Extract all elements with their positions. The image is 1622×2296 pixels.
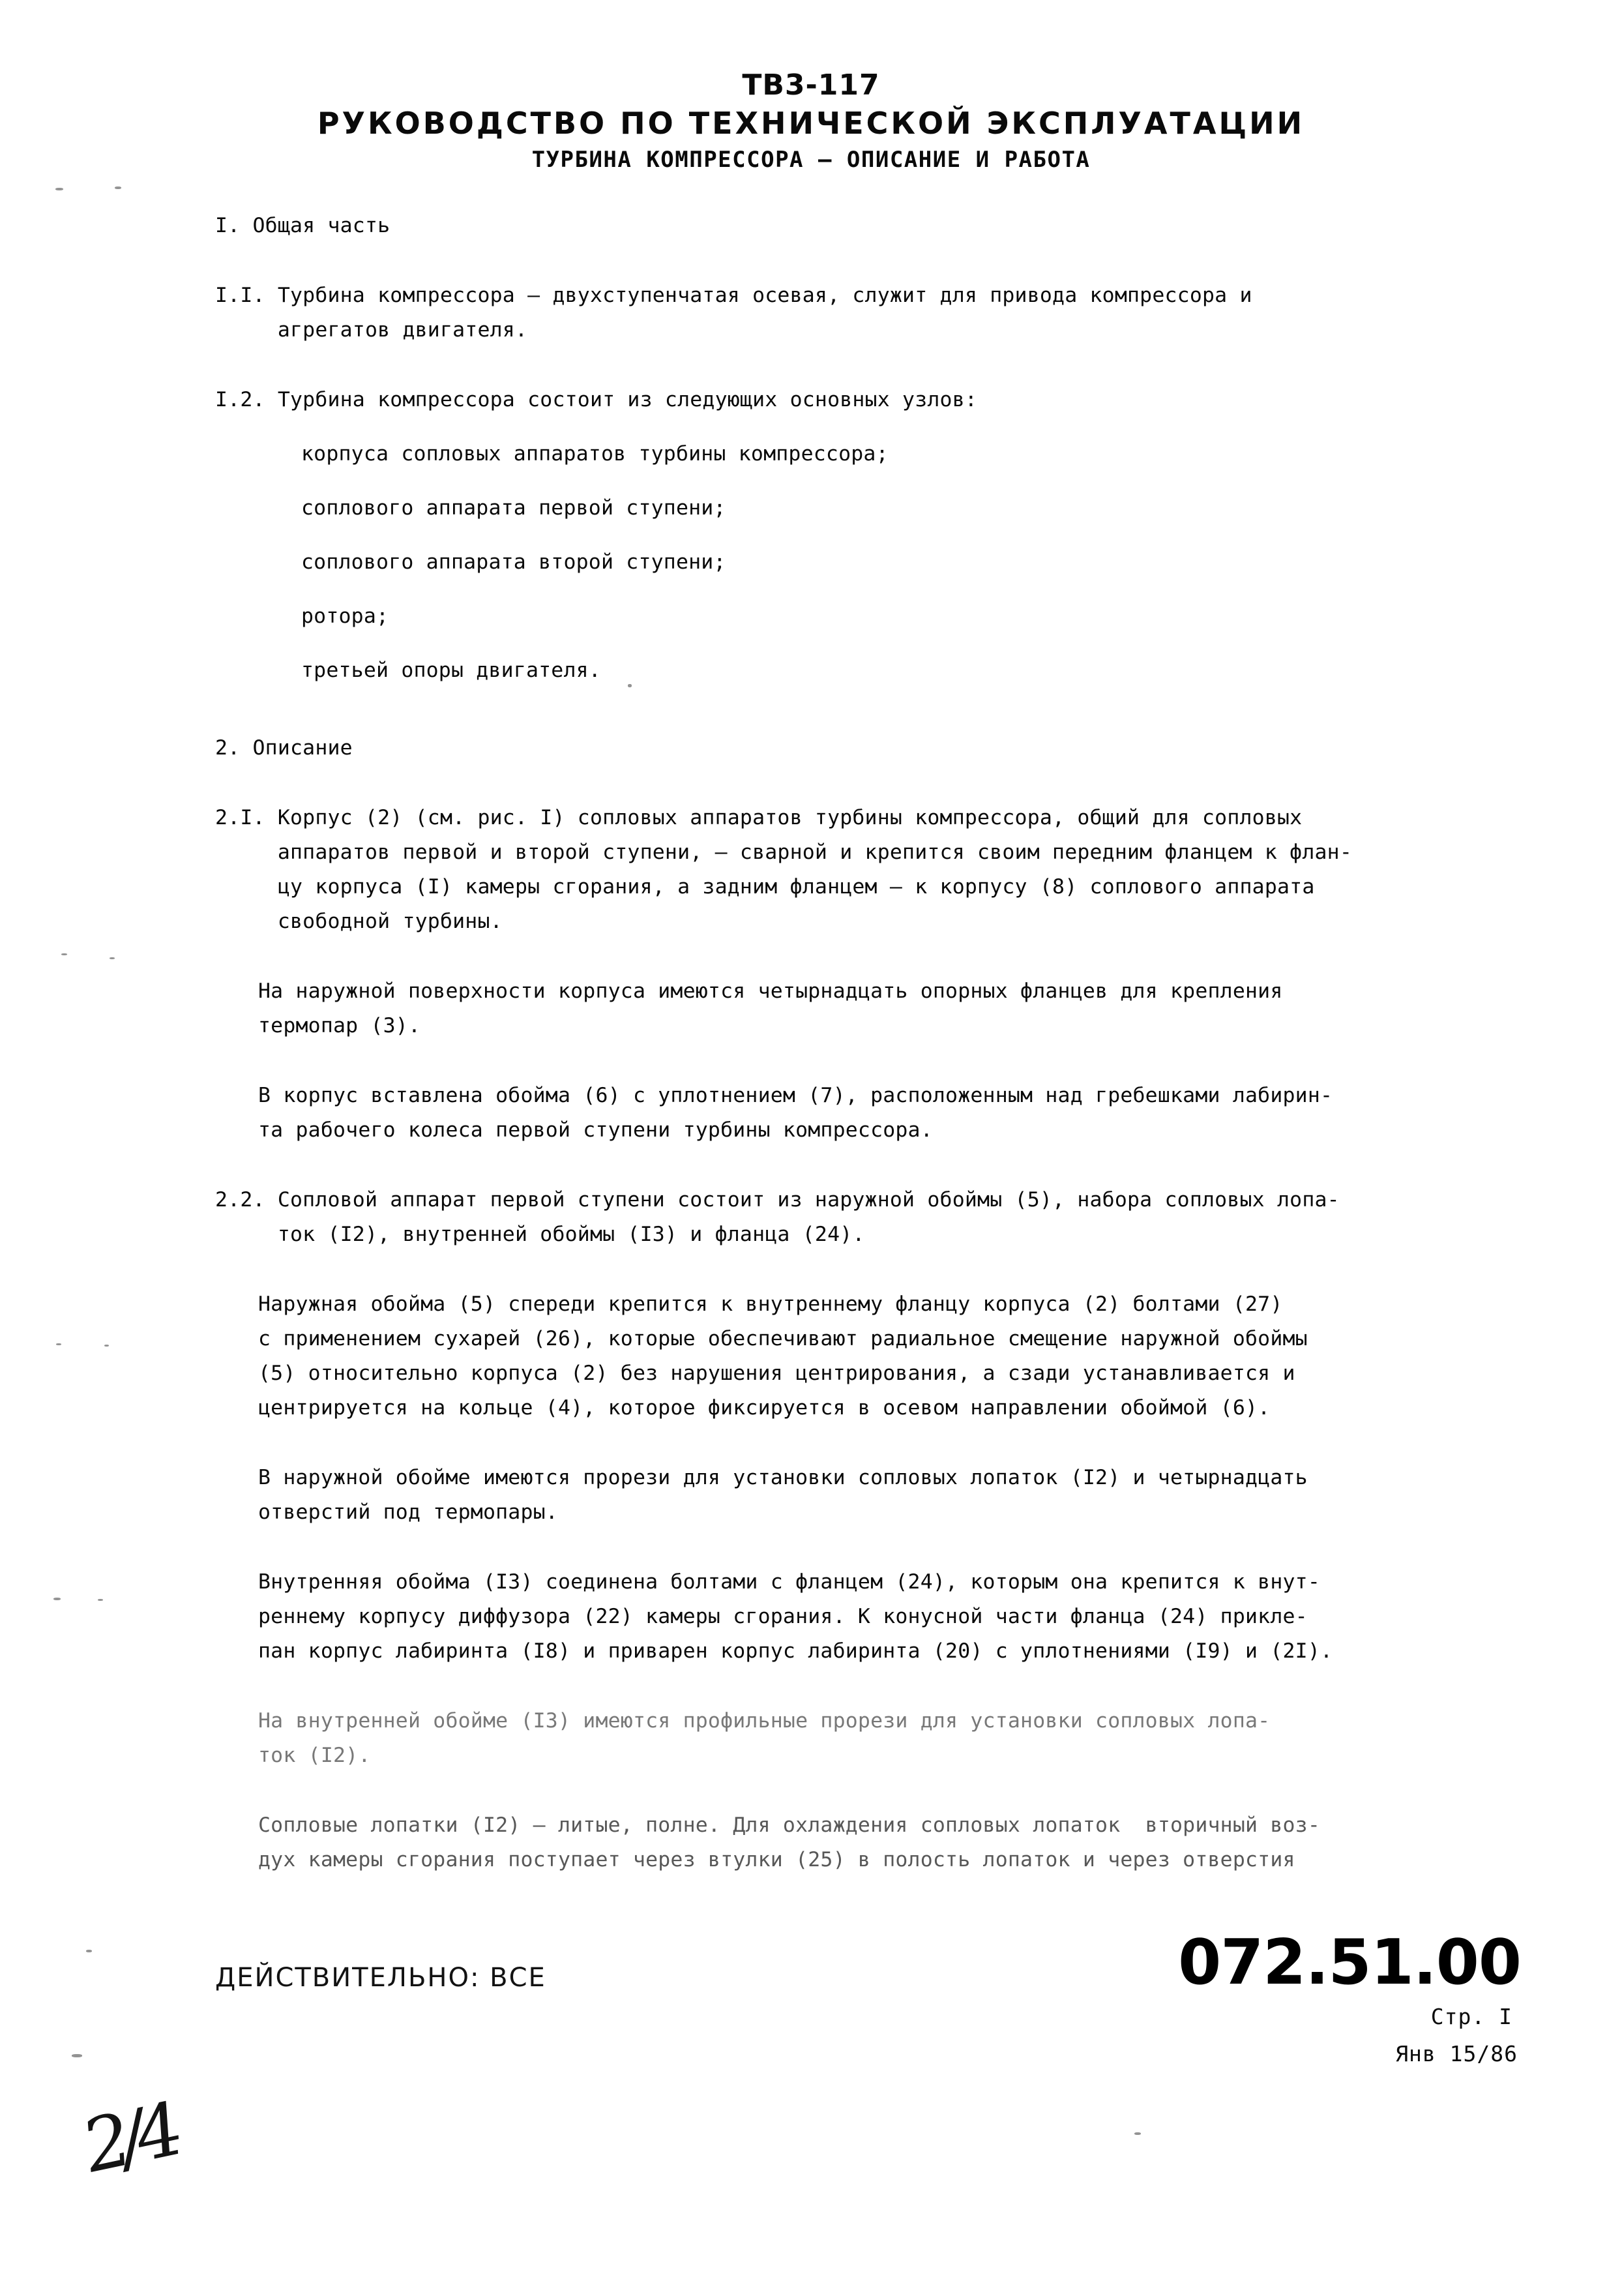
scan-speck <box>53 1598 61 1600</box>
scan-speck <box>56 1343 61 1345</box>
spacer <box>215 348 1512 383</box>
paragraph-housing-ring <box>215 1079 1512 1148</box>
section-heading-2: 2. Описание <box>215 736 353 760</box>
scan-speck <box>110 957 115 959</box>
text-line: В корпус вставлена обойма (6) с уплотнением (7), расположенным над гребешками лабирин- <box>258 1084 1333 1107</box>
spacer <box>215 1148 1512 1183</box>
spacer <box>215 1043 1512 1079</box>
text-line: (5) относительно корпуса (2) без нарушения центрирования, а сзади устанавливается и <box>258 1362 1295 1385</box>
handwritten-annotation: 2/4 <box>81 2087 176 2191</box>
text-line: с применением сухарей (26), которые обеспечивают радиальное смещение наружной обоймы <box>258 1327 1308 1350</box>
effectivity-label: ДЕЙСТВИТЕЛЬНО: ВСЕ <box>215 1963 546 1993</box>
paragraph-nozzle-vanes <box>215 1808 1512 1877</box>
text-line: та рабочего колеса первой ступени турбины компрессора. <box>258 1118 933 1142</box>
paragraph-profile-slots <box>215 1704 1512 1773</box>
text-line: Внутренняя обойма (I3) соединена болтами с фланцем (24), которым она крепится к внут- <box>258 1570 1320 1594</box>
document-body <box>215 209 1512 1877</box>
component-list <box>215 437 1512 688</box>
spacer <box>215 634 1512 653</box>
spacer <box>215 1425 1512 1461</box>
text-line: цу корпуса (I) камеры сгорания, а задним фланцем – к корпусу (8) соплового аппарата <box>215 875 1315 899</box>
spacer <box>215 1252 1512 1287</box>
text-line: пан корпус лабиринта (I8) и приварен корпус лабиринта (20) с уплотнениями (I9) и (2I). <box>258 1639 1333 1663</box>
section-heading-1: I. Общая часть <box>215 214 391 237</box>
text-line: агрегатов двигателя. <box>215 318 528 342</box>
text-line: реннему корпусу диффузора (22) камеры сгорания. К конусной части фланца (24) прикле- <box>258 1605 1308 1628</box>
text-line: ток (I2). <box>258 1744 371 1767</box>
text-line: центрируется на кольце (4), которое фиксируется в осевом направлении обоймой (6). <box>258 1396 1271 1420</box>
scan-speck <box>98 1599 103 1601</box>
spacer <box>215 580 1512 599</box>
spacer <box>215 243 1512 278</box>
text-line: I.I. Турбина компрессора – двухступенчатая осевая, служит для привода компрессора и <box>215 284 1252 307</box>
page-header <box>0 70 1622 172</box>
text-line: Сопловые лопатки (I2) – литые, полне. Для охлаждения сопловых лопаток вторичный воз- <box>258 1813 1320 1837</box>
text-line: 2.2. Сопловой аппарат первой ступени состоит из наружной обоймы (5), набора сопловых лопа- <box>215 1188 1340 1212</box>
spacer <box>215 471 1512 491</box>
paragraph-slots <box>215 1461 1512 1530</box>
list-item: соплового аппарата первой ступени; <box>301 496 726 520</box>
spacer <box>215 1669 1512 1704</box>
spacer <box>215 766 1512 801</box>
text-line: Наружная обойма (5) спереди крепится к внутреннему фланцу корпуса (2) болтами (27) <box>258 1292 1283 1316</box>
scan-speck <box>104 1345 109 1347</box>
scan-speck <box>115 186 121 189</box>
page-number-label: Стр. I <box>1430 2004 1512 2029</box>
chapter-code: 072.51.00 <box>1178 1927 1521 1999</box>
text-line: аппаратов первой и второй ступени, – сварной и крепится своим передним фланцем к флан- <box>215 841 1352 864</box>
document-subtitle: ТУРБИНА КОМПРЕССОРА – ОПИСАНИЕ И РАБОТА <box>531 146 1091 173</box>
text-line: На наружной поверхности корпуса имеются четырнадцать опорных фланцев для крепления <box>258 979 1283 1003</box>
text-line: отверстий под термопары. <box>258 1500 558 1524</box>
text-line: В наружной обойме имеются прорези для установки сопловых лопаток (I2) и четырнадцать <box>258 1466 1308 1489</box>
text-line: На внутренней обойме (I3) имеются профильные прорези для установки сопловых лопа- <box>258 1709 1271 1733</box>
paragraph-thermocouples <box>215 974 1512 1043</box>
spacer <box>215 1530 1512 1565</box>
list-item: третьей опоры двигателя. <box>301 659 601 682</box>
paragraph-outer-ring <box>215 1287 1512 1425</box>
list-item: корпуса сопловых аппаратов турбины компрессора; <box>301 442 889 466</box>
spacer <box>215 688 1512 731</box>
paragraph-2-2 <box>215 1183 1512 1252</box>
text-line: ток (I2), внутренней обоймы (I3) и фланца (24). <box>215 1223 865 1246</box>
spacer <box>215 939 1512 974</box>
document-model: ТВ3-117 <box>742 68 880 102</box>
page-footer <box>0 1927 1622 2201</box>
paragraph-inner-ring <box>215 1565 1512 1669</box>
text-line: I.2. Турбина компрессора состоит из следующих основных узлов: <box>215 388 978 411</box>
spacer <box>215 1773 1512 1808</box>
text-line: термопар (3). <box>258 1014 421 1037</box>
text-line: свободной турбины. <box>215 910 503 933</box>
paragraph-1-1 <box>215 278 1512 348</box>
revision-date-label: Янв 15/86 <box>1395 2041 1518 2066</box>
scan-speck <box>61 953 67 955</box>
spacer <box>215 417 1512 437</box>
document-title: РУКОВОДСТВО ПО ТЕХНИЧЕСКОЙ ЭКСПЛУАТАЦИИ <box>317 106 1305 142</box>
spacer <box>215 526 1512 545</box>
text-line: 2.I. Корпус (2) (см. рис. I) сопловых аппаратов турбины компрессора, общий для сопловых <box>215 806 1303 829</box>
paragraph-1-2 <box>215 383 1512 417</box>
text-line: дух камеры сгорания поступает через втулки (25) в полость лопаток и через отверстия <box>258 1848 1295 1871</box>
scan-speck <box>55 188 63 190</box>
paragraph-2-1 <box>215 801 1512 939</box>
list-item: ротора; <box>301 604 389 628</box>
list-item: соплового аппарата второй ступени; <box>301 550 726 574</box>
